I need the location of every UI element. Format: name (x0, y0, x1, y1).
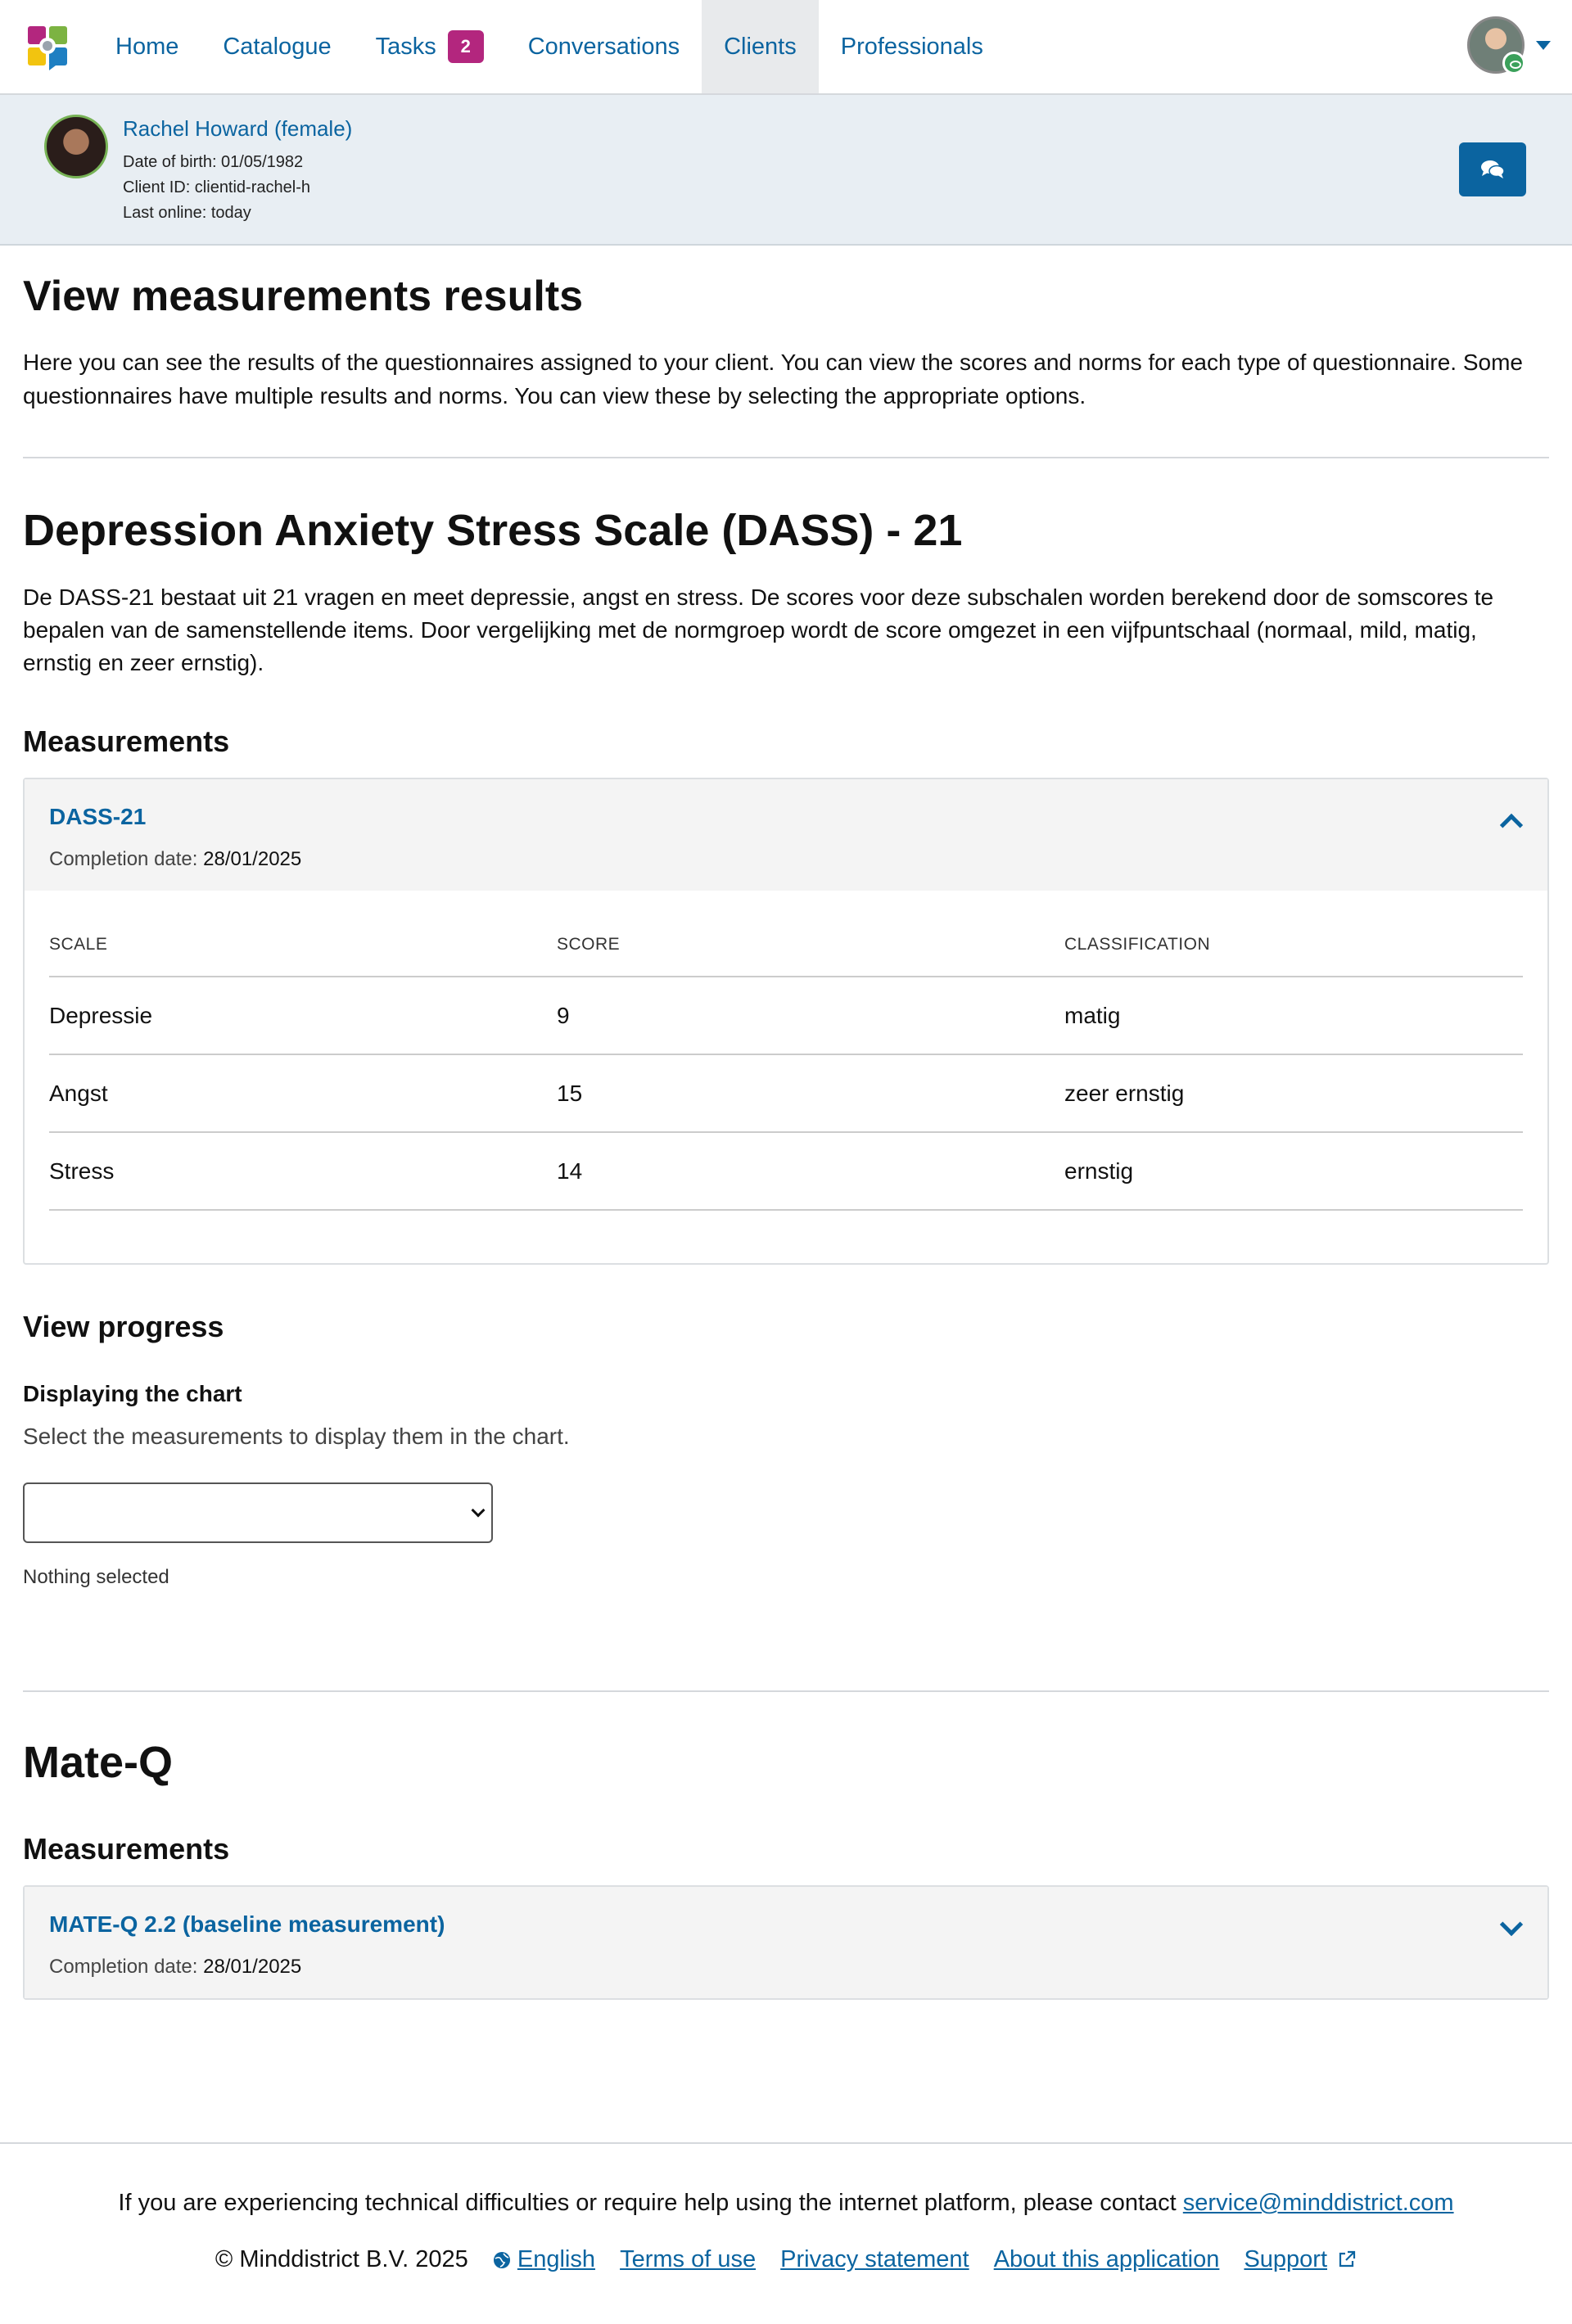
client-name-link[interactable]: Rachel Howard (female) (123, 116, 353, 141)
client-dob: Date of birth: 01/05/1982 (123, 153, 304, 171)
chart-display-label: Displaying the chart (23, 1381, 242, 1406)
completion-date-value: 28/01/2025 (203, 848, 302, 870)
user-menu[interactable] (1467, 16, 1551, 74)
table-row (49, 977, 1523, 1054)
row-score: 15 (557, 1054, 1064, 1132)
client-header (0, 95, 1572, 246)
chevron-down-icon[interactable] (1536, 41, 1551, 50)
mateq-panel-header[interactable] (25, 1887, 1547, 1998)
chat-button[interactable] (1459, 142, 1526, 196)
row-scale: Depressie (49, 977, 557, 1054)
divider (23, 1690, 1549, 1692)
dass-measurement-panel (23, 778, 1549, 1265)
copyright: © Minddistrict B.V. 2025 (215, 2246, 468, 2272)
nav-clients-label: Clients (724, 33, 797, 60)
nav-home[interactable] (93, 0, 201, 93)
dass-panel-header[interactable] (25, 779, 1547, 891)
selection-status: Nothing selected (23, 1566, 169, 1588)
client-last-online: Last online: today (123, 204, 251, 222)
dass-completion-date (49, 848, 1523, 871)
page-title: View measurements results (23, 273, 584, 320)
mateq-measurement-panel (23, 1885, 1549, 2000)
comments-icon (1480, 160, 1505, 179)
nav-tasks[interactable] (354, 0, 506, 93)
dass-title: Depression Anxiety Stress Scale (DASS) - 21 (23, 506, 963, 555)
dass-scores-table (49, 935, 1523, 1211)
nav-conversations-label: Conversations (527, 33, 680, 60)
column-header-classification: CLASSIFICATION (1064, 935, 1523, 977)
divider (23, 457, 1549, 458)
row-score: 14 (557, 1132, 1064, 1210)
client-avatar (44, 115, 108, 178)
top-navigation (0, 0, 1572, 95)
completion-date-label: Completion date: (49, 848, 198, 870)
nav-professionals[interactable] (819, 0, 1005, 93)
mateq-title: Mate-Q (23, 1738, 174, 1787)
measurement-select[interactable] (23, 1482, 493, 1543)
footer-links (0, 2246, 1572, 2273)
row-classification: zeer ernstig (1064, 1054, 1523, 1132)
view-progress-heading: View progress (23, 1310, 224, 1343)
dass-description: De DASS-21 bestaat uit 21 vragen en meet depressie, angst en stress. De scores voor deze subschalen worden berekend door de somscores te bepalen van de samenstellende items. Door vergelijking met de normgroep wordt de score omgezet in een vijfpuntschaal (normaal, mild, matig, ernstig en zeer ernstig). (23, 584, 1494, 675)
footer (0, 2142, 1572, 2324)
table-row (49, 1132, 1523, 1210)
mateq-measurements-heading: Measurements (23, 1832, 230, 1866)
mateq-panel-title[interactable]: MATE-Q 2.2 (baseline measurement) (49, 1911, 445, 1937)
chart-help-text: Select the measurements to display them in the chart. (23, 1424, 570, 1449)
row-classification: matig (1064, 977, 1523, 1054)
footer-help (0, 2190, 1572, 2217)
row-score: 9 (557, 977, 1064, 1054)
row-classification: ernstig (1064, 1132, 1523, 1210)
nav-home-label: Home (115, 33, 179, 60)
dass-table-wrapper (25, 891, 1547, 1263)
support-email-link[interactable]: service@minddistrict.com (1182, 2190, 1454, 2216)
language-link[interactable]: English (517, 2246, 596, 2272)
minddistrict-logo-icon[interactable] (25, 23, 72, 70)
column-header-scale: SCALE (49, 935, 557, 977)
nav-catalogue[interactable] (201, 0, 353, 93)
chevron-down-icon (472, 1504, 486, 1518)
completion-date-label: Completion date: (49, 1956, 198, 1978)
row-scale: Angst (49, 1054, 557, 1132)
nav-catalogue-label: Catalogue (223, 33, 332, 60)
page-intro: Here you can see the results of the questionnaires assigned to your client. You can view the scores and norms for each type of questionnaire. Some questionnaires have multiple results and norms. You can view these by selecting the appropriate options. (23, 350, 1523, 408)
mateq-completion-date (49, 1956, 1523, 1979)
footer-help-text: If you are experiencing technical difficulties or require help using the internet platform, please contact (118, 2190, 1177, 2216)
nav-professionals-label: Professionals (840, 33, 983, 60)
terms-link[interactable]: Terms of use (620, 2246, 757, 2272)
language-selector[interactable] (493, 2246, 602, 2272)
support-link[interactable]: Support (1244, 2246, 1328, 2272)
table-row (49, 1054, 1523, 1132)
dass-measurements-heading: Measurements (23, 724, 230, 758)
row-scale: Stress (49, 1132, 557, 1210)
client-info (123, 116, 352, 226)
about-link[interactable]: About this application (993, 2246, 1220, 2272)
main-content (0, 270, 1572, 2000)
nav-tasks-label: Tasks (375, 33, 436, 60)
client-id: Client ID: clientid-rachel-h (123, 178, 310, 196)
dass-panel-title[interactable]: DASS-21 (49, 804, 147, 829)
column-header-score: SCORE (557, 935, 1064, 977)
nav-conversations[interactable] (506, 0, 702, 93)
eye-icon (1502, 52, 1525, 74)
globe-icon (493, 2251, 511, 2269)
nav-clients[interactable] (702, 0, 819, 93)
user-avatar[interactable] (1467, 16, 1525, 74)
completion-date-value: 28/01/2025 (203, 1956, 302, 1978)
privacy-link[interactable]: Privacy statement (780, 2246, 969, 2272)
external-link-icon (1337, 2250, 1357, 2269)
tasks-count-badge: 2 (448, 30, 484, 63)
